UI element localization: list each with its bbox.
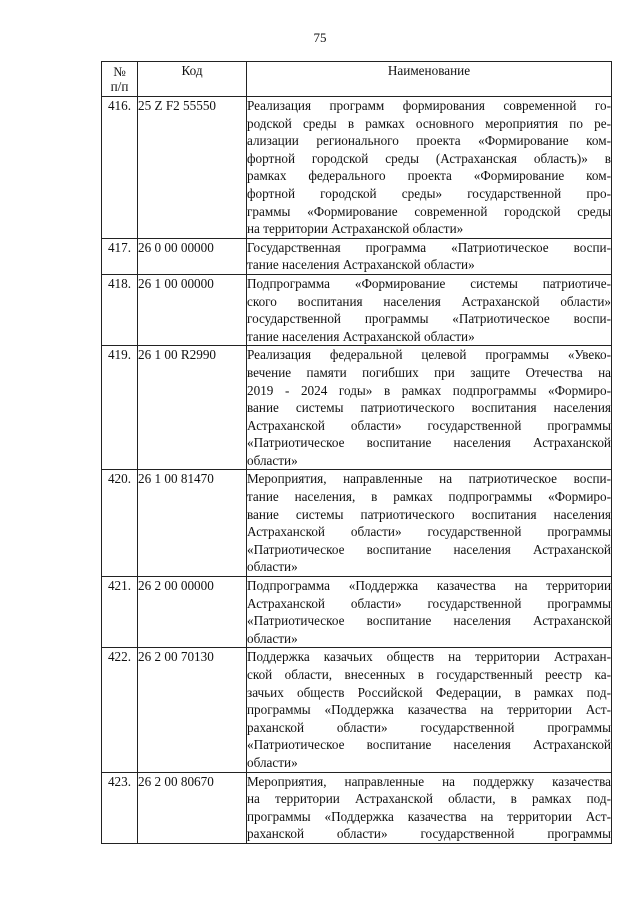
row-name-line: вание системы патриотического воспитания населения: [247, 506, 611, 522]
row-name: [247, 577, 612, 648]
row-code: 26 2 00 70130: [138, 648, 247, 772]
table-row: [102, 470, 612, 577]
table-row: [102, 346, 612, 470]
row-number: 416.: [102, 97, 138, 239]
header-code: Код: [138, 62, 247, 97]
header-name: Наименование: [247, 62, 612, 97]
row-code: 26 1 00 R2990: [138, 346, 247, 470]
row-number: 422.: [102, 648, 138, 772]
row-name-line: области»: [247, 630, 298, 646]
row-number: 423.: [102, 772, 138, 843]
row-name-line: раханской области» государственной программы: [247, 719, 611, 735]
row-name: [247, 97, 612, 239]
table-row: [102, 648, 612, 772]
row-code: 26 2 00 80670: [138, 772, 247, 843]
row-number: 421.: [102, 577, 138, 648]
row-name-line: на территории Астраханской области»: [247, 221, 464, 237]
row-code: 26 1 00 00000: [138, 274, 247, 345]
row-name-line: Реализация федеральной целевой программы «Увеко-: [247, 347, 611, 363]
row-name-line: Поддержка казачьих обществ на территории Астрахан-: [247, 649, 611, 665]
row-name-line: программы «Поддержка казачества на территории Аст-: [247, 702, 611, 718]
row-name-line: на территории Астраханской области, в рамках под-: [247, 791, 611, 807]
table-row: [102, 577, 612, 648]
row-name-line: области»: [247, 452, 298, 468]
row-name-line: тание населения Астраханской области»: [247, 257, 475, 273]
row-name-line: «Патриотическое воспитание населения Астраханской: [247, 613, 611, 629]
row-name-line: вание системы патриотического воспитания населения: [247, 400, 611, 416]
row-name-line: Астраханской области» государственной программы: [247, 595, 611, 611]
table-header-row: [102, 62, 612, 97]
header-number-sign: №: [113, 64, 126, 79]
row-number: 418.: [102, 274, 138, 345]
row-name-line: граммы «Формирование современной городской среды: [247, 203, 611, 219]
row-name-line: Подпрограмма «Формирование системы патриотиче-: [247, 275, 611, 291]
row-name-line: ализации регионального проекта «Формирование ком-: [247, 133, 611, 149]
table-row: [102, 238, 612, 274]
row-name-line: фортной городской среды» государственной про-: [247, 185, 611, 201]
header-number: [102, 62, 138, 97]
header-number-abbrev: п/п: [110, 79, 129, 94]
row-name-line: Подпрограмма «Поддержка казачества на территории: [247, 578, 611, 594]
row-number: 420.: [102, 470, 138, 577]
row-number: 417.: [102, 238, 138, 274]
row-name-line: фортной городской среды (Астраханская область)» в: [247, 150, 611, 166]
row-name-line: вечение памяти погибших при защите Отечества на: [247, 364, 611, 380]
row-name-line: Астраханской области» государственной программы: [247, 524, 611, 540]
table-row: [102, 772, 612, 843]
row-name-line: «Патриотическое воспитание населения Астраханской: [247, 737, 611, 753]
row-name-line: зачьих обществ Российской Федерации, в рамках под-: [247, 684, 611, 700]
row-name: [247, 648, 612, 772]
page-number: 75: [313, 30, 327, 45]
row-name-line: «Патриотическое воспитание населения Астраханской: [247, 435, 611, 451]
row-name-line: Реализация программ формирования современной го-: [247, 98, 611, 113]
table-row: [102, 97, 612, 239]
row-name: [247, 238, 612, 274]
row-name-line: 2019 - 2024 годы» в рамках подпрограммы «Формиро-: [247, 382, 611, 398]
row-name-line: ского воспитания населения Астраханской области»: [247, 293, 611, 309]
row-code: 25 Z F2 55550: [138, 97, 247, 239]
row-name-line: «Патриотическое воспитание населения Астраханской: [247, 541, 611, 557]
row-name-line: родской среды в рамках основного мероприятия по ре-: [247, 115, 611, 131]
row-name-line: области»: [247, 559, 298, 575]
row-name: [247, 274, 612, 345]
row-name-line: тание населения, в рамках подпрограммы «Формиро-: [247, 489, 611, 505]
row-name: [247, 470, 612, 577]
row-name-line: Мероприятия, направленные на поддержку казачества: [247, 773, 611, 789]
row-name-line: ской области, внесенных в государственный реестр ка-: [247, 667, 611, 682]
row-code: 26 2 00 00000: [138, 577, 247, 648]
row-name-line: Государственная программа «Патриотическое воспи-: [247, 239, 611, 255]
row-code: 26 1 00 81470: [138, 470, 247, 577]
row-name: [247, 772, 612, 843]
row-name-line: раханской области» государственной программы: [247, 826, 611, 842]
row-code: 26 0 00 00000: [138, 238, 247, 274]
row-name-line: рамках федерального проекта «Формирование ком-: [247, 168, 611, 184]
row-name-line: Мероприятия, направленные на патриотическое воспи-: [247, 471, 611, 487]
row-name-line: Астраханской области» государственной программы: [247, 417, 611, 433]
table-body: [102, 97, 612, 844]
row-name: [247, 346, 612, 470]
row-name-line: программы «Поддержка казачества на территории Аст-: [247, 808, 611, 824]
row-name-line: тание населения Астраханской области»: [247, 328, 475, 344]
row-name-line: области»: [247, 754, 298, 770]
row-number: 419.: [102, 346, 138, 470]
row-name-line: государственной программы «Патриотическое воспи-: [247, 311, 611, 327]
table-row: [102, 274, 612, 345]
budget-code-table: [101, 61, 612, 844]
